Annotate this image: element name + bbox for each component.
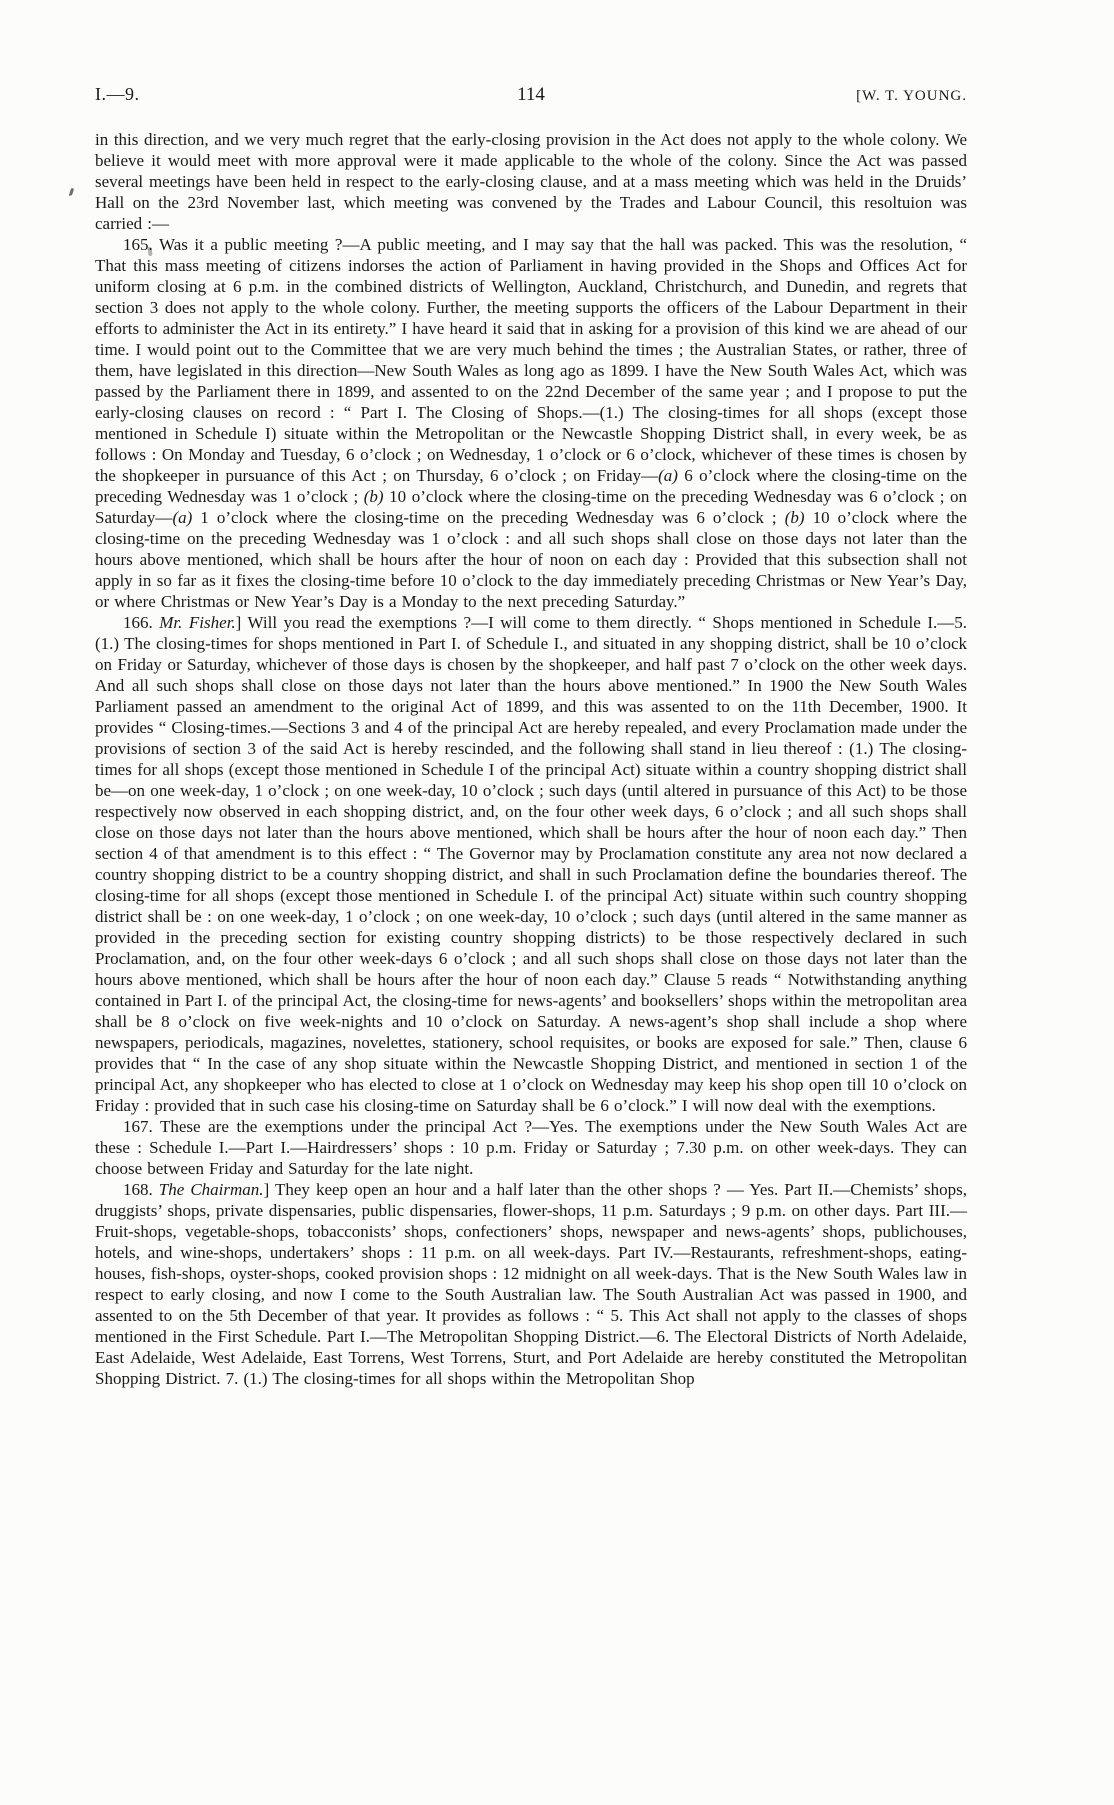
- question-165: [95, 234, 967, 612]
- text-run: ] They keep open an hour and a half later than the other shops ? — Yes. Part II.—Chemists’ shops, druggists’ shops, private dispensaries, public dispensaries, flower-shops, 11 p.m. Saturdays ; 9 p.m. on other days. Part III.—Fruit-shops, vegetable-shops, tobacconists’ shops, confectioners’ shops, newspaper and news-agents’ shops, publichouses, hotels, and wine-shops, undertakers’ shops : 11 p.m. on all week-days. Part IV.—Restaurants, refreshment-shops, eating-houses, fish-shops, oyster-shops, cooked provision shops : 12 midnight on all week-days. That is the New South Wales law in respect to early closing, and now I come to the South Australian law. The South Australian Act was passed in 1900, and assented to on the 5th December of that year. It provides as follows : “ 5. This Act shall not apply to the classes of shops mentioned in the First Schedule. Part I.—The Metropolitan Shopping District.—6. The Electoral Districts of North Adelaide, East Adelaide, West Adelaide, East Torrens, West Torrens, Sturt, and Port Adelaide are hereby constituted the Metropolitan Shopping District. 7. (1.) The closing-times for all shops within the Metropolitan Shop: [95, 1180, 967, 1388]
- question-168: [95, 1179, 967, 1389]
- page-header: [95, 84, 967, 106]
- text-run: 166.: [123, 613, 160, 632]
- page-content: [95, 84, 967, 1389]
- italic-run: Mr. Fisher.: [159, 613, 236, 632]
- text-run: 10 o’clock where the closing-time on the preceding Wednesday was 6 o’clock ; on Saturday—: [95, 487, 967, 527]
- question-166: [95, 612, 967, 1116]
- italic-run: (a): [658, 466, 678, 485]
- text-run: 1 o’clock where the closing-time on the preceding Wednesday was 6 o’clock ;: [192, 508, 785, 527]
- question-167: [95, 1116, 967, 1179]
- italic-run: The Chairman.: [158, 1180, 264, 1199]
- text-run: 10 o’clock where the closing-time on the preceding Wednesday was 1 o’clock : and all such shops shall close on those days not later than the hours above mentioned, which shall be hours after the hour of noon on each day : Provided that this subsection shall not apply in so far as it fixes the closing-time before 10 o’clock to the day immediately preceding Christmas or New Year’s Day, or where Christmas or New Year’s Day is a Monday to the next preceding Saturday.”: [95, 508, 967, 611]
- text-run: 168.: [123, 1180, 159, 1199]
- page-number: 114: [517, 84, 545, 105]
- text-run: in this direction, and we very much regret that the early-closing provision in the Act does not apply to the whole colony. We believe it would meet with more approval were it made applicable to the whole of the colony. Since the Act was passed several meetings have been held in respect to the early-closing clause, and at a mass meeting which was held in the Druids’ Hall on the 23rd November last, which meeting was convened by the Trades and Labour Council, this resoltuion was carried :—: [95, 130, 967, 233]
- paragraph-continuation: [95, 129, 967, 234]
- document-body: [95, 129, 967, 1389]
- italic-run: (a): [172, 508, 193, 527]
- italic-run: (b): [363, 487, 384, 506]
- italic-run: (b): [784, 508, 805, 527]
- witness-name: [W. T. YOUNG.: [856, 88, 967, 104]
- text-run: 165. Was it a public meeting ?—A public meeting, and I may say that the hall was packed. This was the resolution, “ That this mass meeting of citizens indorses the action of Parliament in having provided in the Shops and Offices Act for uniform closing at 6 p.m. in the combined districts of Wellington, Auckland, Christchurch, and Dunedin, and regrets that section 3 does not apply to the whole colony. Further, the meeting supports the officers of the Labour Department in their efforts to administer the Act in its entirety.” I have heard it said that in asking for a provision of this kind we are ahead of our time. I would point out to the Committee that we are very much behind the times ; the Australian States, or rather, three of them, have legislated in this direction—New South Wales as long ago as 1899. I have the New South Wales Act, which was passed by the Parliament there in 1899, and assented to on the 22nd December of the same year ; and I propose to put the early-closing clauses on record : “ Part I. The Closing of Shops.—(1.) The closing-times for all shops (except those mentioned in Schedule I) situate within the Metropolitan or the Newcastle Shopping District shall, in every week, be as follows : On Monday and Tuesday, 6 o’clock ; on Wednesday, 1 o’clock or 6 o’clock, whichever of these times is chosen by the shopkeeper in pursuance of this Act ; on Thursday, 6 o’clock ; on Friday—: [95, 235, 967, 485]
- report-number: I.—9.: [95, 84, 140, 104]
- text-run: 6 o’clock where the closing-time on the preceding Wednesday was 1 o’clock ;: [95, 466, 967, 506]
- text-run: 167. These are the exemptions under the principal Act ?—Yes. The exemptions under the New South Wales Act are these : Schedule I.—Part I.—Hairdressers’ shops : 10 p.m. Friday or Saturday ; 7.30 p.m. on other week-days. They can choose between Friday and Saturday for the late night.: [95, 1117, 967, 1178]
- scan-artifact: [69, 188, 74, 197]
- text-run: ] Will you read the exemptions ?—I will come to them directly. “ Shops mentioned in Schedule I.—5. (1.) The closing-times for shops mentioned in Part I. of Schedule I., and situated in any shopping district, shall be 10 o’clock on Friday or Saturday, whichever of those days is chosen by the shopkeeper, and half past 7 o’clock on the other week days. And all such shops shall close on those days not later than the hours above mentioned.” In 1900 the New South Wales Parliament passed an amendment to the original Act of 1899, and this was assented to on the 11th December, 1900. It provides “ Closing-times.—Sections 3 and 4 of the principal Act are hereby repealed, and every Proclamation made under the provisions of section 3 of the said Act is hereby rescinded, and the following shall stand in lieu thereof : (1.) The closing-times for all shops (except those mentioned in Schedule I of the principal Act) situate within a country shopping district shall be—on one week-day, 1 o’clock ; on one week-day, 10 o’clock ; such days (until altered in pursuance of this Act) to be those respectively now observed in each shopping district, and, on the four other week days, 6 o’clock ; and all such shops shall close on those days not later than the hours above mentioned, which shall be hours after the hour of noon each day.” Then section 4 of that amendment is to this effect : “ The Governor may by Proclamation constitute any area not now declared a country shopping district to be a country shopping district, and shall in such Proclamation define the boundaries thereof. The closing-time for all shops (except those mentioned in Schedule I. of the principal Act) situate within such country shopping district shall be : on one week-day, 1 o’clock ; on one week-day, 10 o’clock ; such days (until altered in the same manner as provided in the preceding section for existing country shopping districts) to be those respectively declared in such Proclamation, and, on the four other week-days 6 o’clock ; and all such shops shall close on those days not later than the hours above mentioned, which shall be hours after the hour of noon each day.” Clause 5 reads “ Notwithstanding anything contained in Part I. of the principal Act, the closing-time for news-agents’ and booksellers’ shops within the metropolitan area shall be 8 o’clock on five week-nights and 10 o’clock on Saturday. A news-agent’s shop shall include a shop where newspapers, periodicals, magazines, novelettes, stationery, school requisites, or books are exposed for sale.” Then, clause 6 provides that “ In the case of any shop situate within the Newcastle Shopping District, and mentioned in section 1 of the principal Act, any shopkeeper who has elected to close at 1 o’clock on Wednesday may keep his shop open till 10 o’clock on Friday : provided that in such case his closing-time on Saturday shall be 6 o’clock.” I will now deal with the exemptions.: [95, 613, 967, 1115]
